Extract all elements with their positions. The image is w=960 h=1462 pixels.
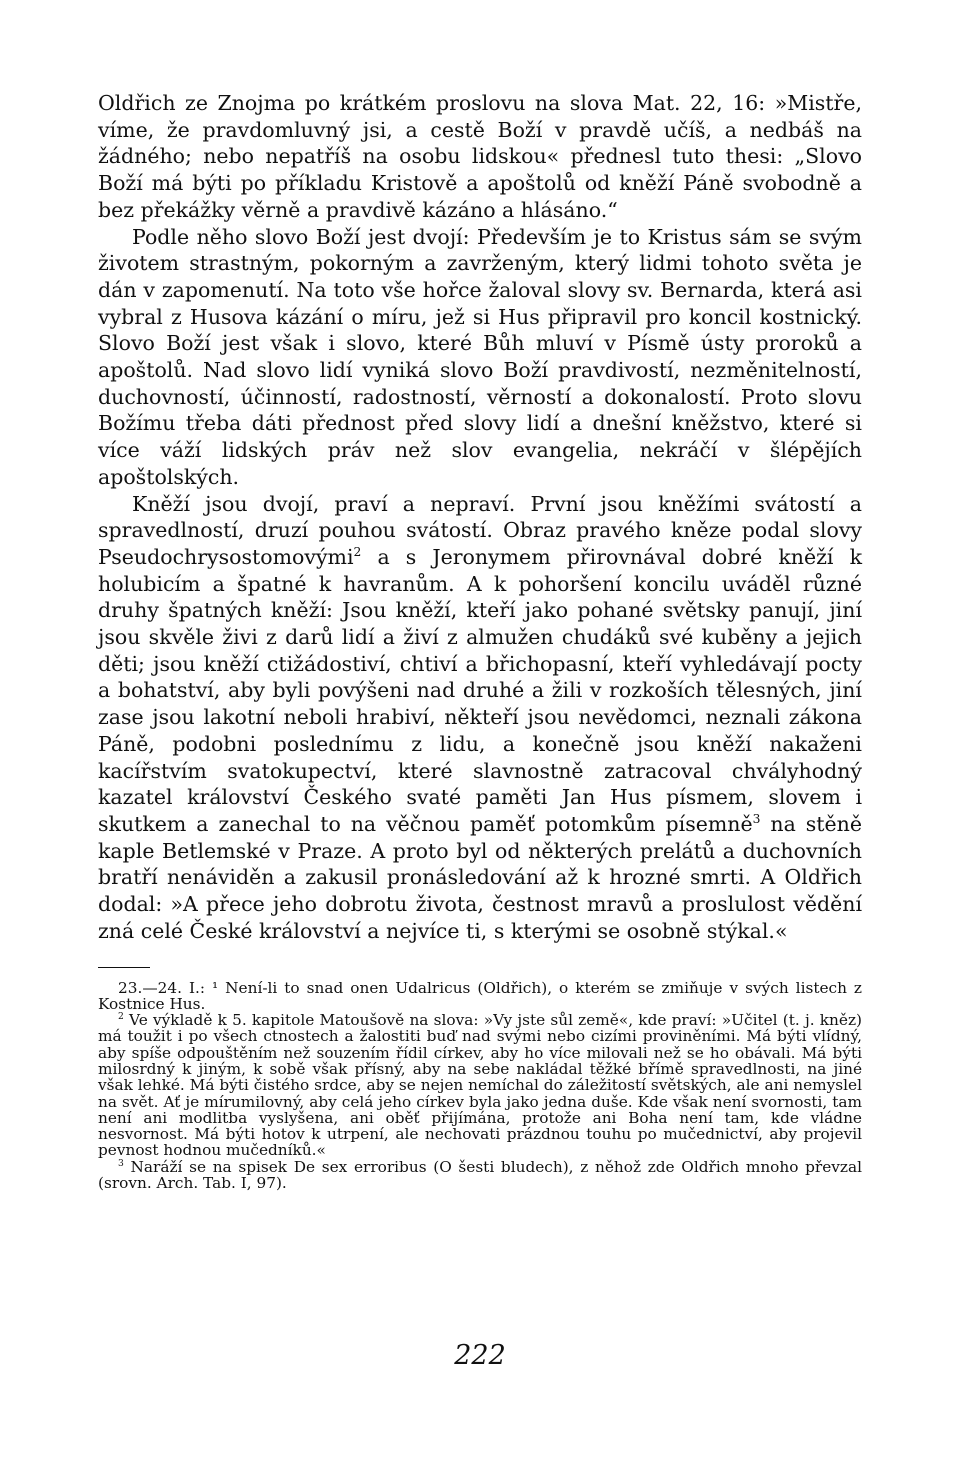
footnote-divider [98,967,150,968]
page-body [98,90,862,1191]
paragraph-3 [98,491,862,945]
footnote-2 [98,1012,862,1159]
paragraph-2: Podle něho slovo Boží jest dvojí: Především je to Kristus sám se svým životem strastným, pokorným a zavrženým, který lidmi tohoto světa je dán v zapomenutí. Na toto vše hořce žaloval slovy sv. Bernarda, která asi vybral z Husova kázání o míru, jež si Hus připravil pro koncil kostnický. Slovo Boží jest však i slovo, které Bůh mluví v Písmě ústy proroků a apoštolů. Nad slovo lidí vyniká slovo Boží pravdivostí, nezměnitelností, duchovností, účinností, radostností, věrností a dokonalostí. Proto slovu Božímu třeba dáti přednost před slovy lidí a dnešní kněžstvo, které si více váží lidských práv než slov evangelia, nekráčí v šlépějích apoštolských. [98,224,862,489]
page-number: 222 [454,1340,506,1371]
footnote-ref-3: 3 [752,812,761,827]
footnote-3-text: Naráží se na spisek De sex erroribus (O šesti bludech), z něhož zde Oldřich mnoho převzal (srovn. Arch. Tab. I, 97). [98,1157,862,1193]
footnote-1 [98,980,862,1013]
footnotes [98,980,862,1192]
footnote-ref-2: 2 [353,545,362,560]
main-text [98,90,862,945]
paragraph-3-part-2: a s Jeronymem přirovnával dobré kněží k holubicím a špatné k havranům. A k pohoršení koncilu uváděl různé druhy špatných kněží: Jsou kněží, kteří jako pohané světsky panují, jiní jsou skvěle živi z darů lidí a živí z almužen chudáků své kuběny a jejich děti; jsou kněží ctižádostiví, chtiví a břichopasní, kteří vyhledávají pocty a bohatství, aby byli povýšeni nad druhé a žili v rozkoších tělesných, jiní zase jsou lakotní neboli hrabiví, někteří jsou nevědomci, neznali zákona Páně, podobni poslednímu z lidu, a konečně jsou kněží nakaženi kacířstvím svatokupectví, které slavnostně zatracoval chvályhodný kazatel království Českého svaté paměti Jan Hus písmem, slovem i skutkem a zanechal to na věčnou paměť potomkům písemně [98,544,862,836]
footnote-2-text: Ve výkladě k 5. kapitole Matoušově na slova: »Vy jste sůl země«, kde praví: »Učitel (t. j. kněz) má toužit i po všech ctnostech a žalostiti buď nad svými nebo cizími proviněními. Má býti vlídný, aby spíše odpouštěním než souzením řídil církev, aby ho více milovali než se ho obávali. Má býti milosrdný k jiným, k sobě však přísný, aby na sebe nakládal těžké břímě spravedlnosti, na jiné však lehké. Má býti čistého srdce, aby se nejen nemíchal do záležitostí světských, ale ani nemyslel na svět. Ať je mírumilovný, aby celá jeho církev byla jako jedna duše. Kde však není svornosti, tam není ani modlitba vyslyšena, ani oběť přijímána, protože ani Boha není tam, kde vládne nesvornost. Má býti hotov k utrpení, ale nechovati prázdnou touhu po mučednictví, aby projevil pevnost hodnou mučedníků.« [98,1011,862,1160]
footnote-2-mark: 2 [118,1011,124,1022]
footnote-3-mark: 3 [118,1157,124,1169]
paragraph-3-part-3: na stěně kaple Betlemské v Praze. A proto byl od některých prelátů a duchovních bratří nenáviděn a zakusil pronásledování až k hrozné smrti. A Oldřich dodal: »A přece jeho dobrotu života, čestnost mravů a proslulost vědění zná celé České království a nejvíce ti, s kterými se osobně stýkal.« [98,811,862,943]
paragraph-3-part-1: Kněží jsou dvojí, praví a nepraví. První jsou kněžími svátostí a spravedlností, druzí pouhou svátostí. Obraz pravého kněze podal slovy Pseudochrysostomovými [98,491,862,569]
footnote-1-text: 23.—24. I.: ¹ Není-li to snad onen Udalricus (Oldřich), o kterém se zmiňuje v svých listech z Kostnice Hus. [98,978,862,1013]
paragraph-1: Oldřich ze Znojma po krátkém proslovu na slova Mat. 22, 16: »Mistře, víme, že pravdomluvný jsi, a cestě Boží v pravdě učíš, a nedbáš na žádného; nebo nepatříš na osobu lidskou« přednesl tuto thesi: „Slovo Boží má býti po příkladu Kristově a apoštolů od kněží Páně svobodně a bez překážky věrně a pravdivě kázáno a hlásáno.“ [98,91,862,222]
footnote-3 [98,1159,862,1192]
